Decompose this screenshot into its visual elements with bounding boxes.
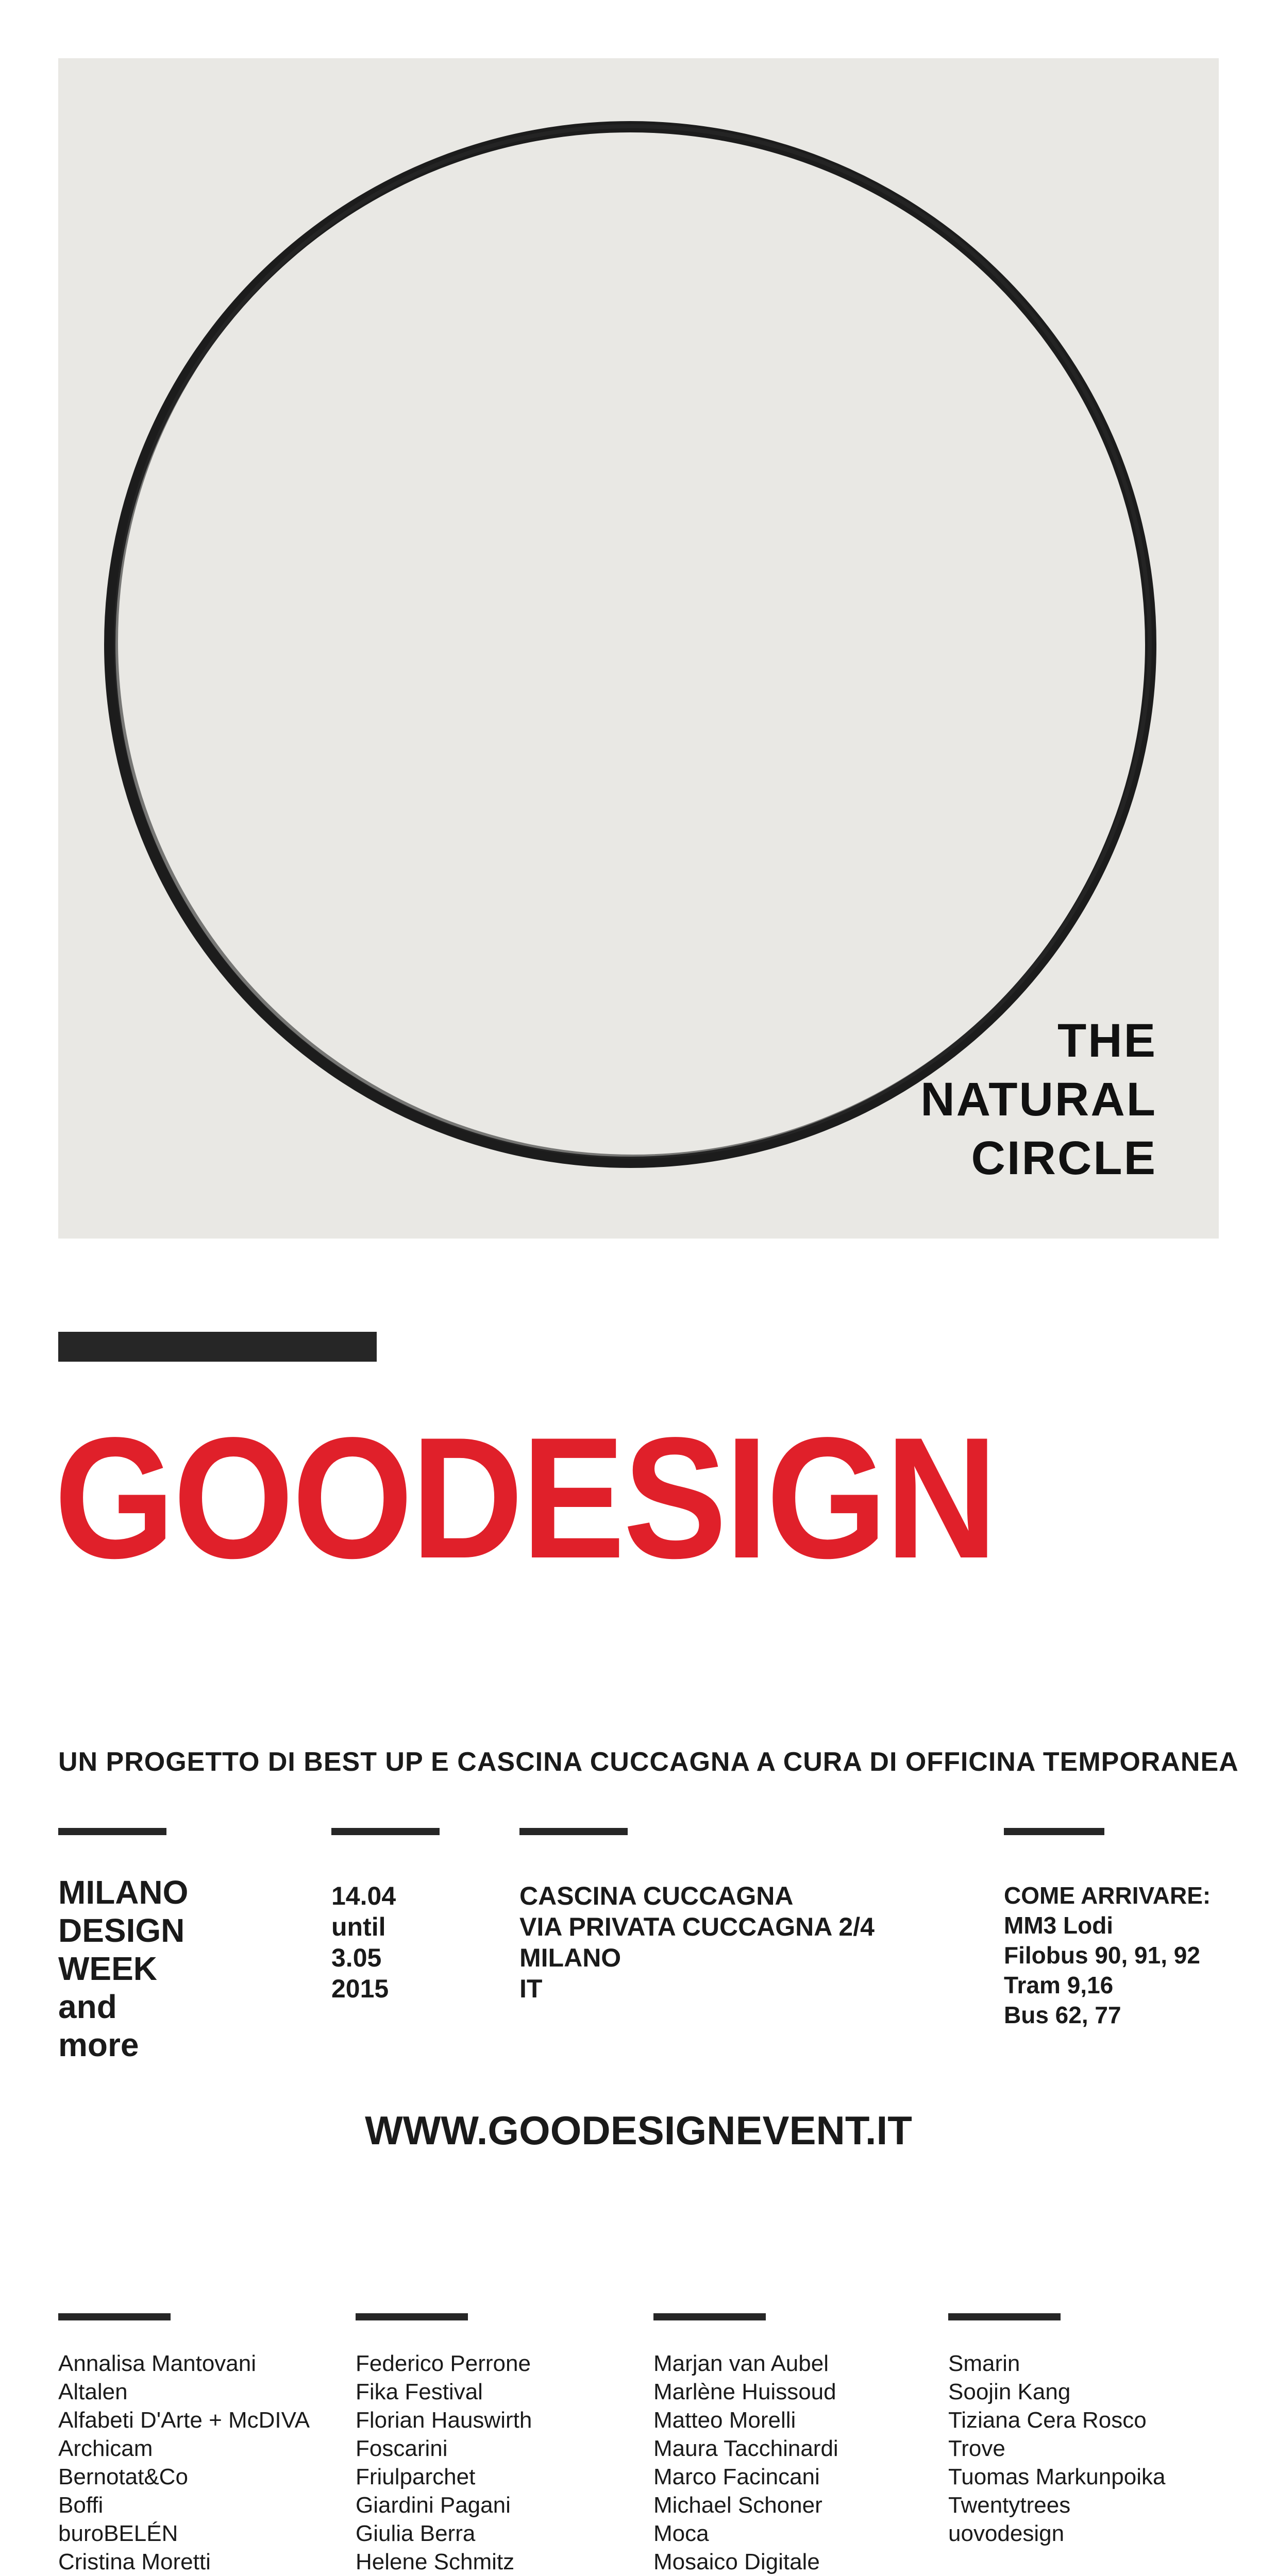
participants-column	[58, 2349, 310, 2576]
participant: Boffi	[58, 2493, 104, 2518]
participant: Matteo Morelli	[653, 2408, 796, 2433]
participant: Tiziana Cera Rosco	[948, 2408, 1147, 2433]
participant: Soojin Kang	[948, 2379, 1071, 2404]
divider-bar	[1004, 1828, 1104, 1835]
directions: COME ARRIVARE: MM3 Lodi Filobus 90, 91, 92 Tram 9,16 Bus 62, 77	[1004, 1882, 1211, 2028]
participant: Cristina Moretti	[58, 2549, 211, 2574]
participant: Moca	[653, 2521, 709, 2546]
participant: Alfabeti D'Arte + McDIVA	[58, 2408, 310, 2433]
participant: uovodesign	[948, 2521, 1065, 2546]
tagline: UN PROGETTO DI BEST UP E CASCINA CUCCAGNA A CURA DI OFFICINA TEMPORANEA	[58, 1747, 1239, 1777]
participant: Bernotat&Co	[58, 2464, 188, 2489]
participant: Altalen	[58, 2379, 128, 2404]
participant: Marco Facincani	[653, 2464, 820, 2489]
divider-bar	[58, 1332, 377, 1362]
hero-title: THE NATURAL CIRCLE	[920, 1014, 1157, 1184]
participants-column	[948, 2349, 1165, 2548]
divider-bar	[331, 1828, 440, 1835]
participant: Marjan van Aubel	[653, 2351, 829, 2376]
participant: Giardini Pagani	[356, 2493, 511, 2518]
participant: Michael Schoner	[653, 2493, 822, 2518]
event-venue: CASCINA CUCCAGNA VIA PRIVATA CUCCAGNA 2/4 MILANO IT	[519, 1882, 875, 2003]
participant: Twentytrees	[948, 2493, 1071, 2518]
participant: Mosaico Digitale	[653, 2549, 820, 2574]
participant: Giulia Berra	[356, 2521, 476, 2546]
hero-image	[58, 58, 1219, 1239]
divider-bar	[58, 2313, 171, 2320]
participant: Annalisa Mantovani	[58, 2351, 257, 2376]
divider-bar	[356, 2313, 468, 2320]
participant: Helene Schmitz	[356, 2549, 515, 2574]
participant: buroBELÉN	[58, 2521, 178, 2546]
divider-bar	[948, 2313, 1061, 2320]
participants-column	[653, 2349, 903, 2576]
participants-column	[356, 2349, 552, 2576]
participant: Marlène Huissoud	[653, 2379, 836, 2404]
participant: Federico Perrone	[356, 2351, 531, 2376]
participant: Smarin	[948, 2351, 1020, 2376]
divider-bar	[653, 2313, 766, 2320]
divider-bar	[519, 1828, 628, 1835]
participant: Trove	[948, 2436, 1005, 2461]
participant: Fika Festival	[356, 2379, 483, 2404]
participant: Tuomas Markunpoika	[948, 2464, 1166, 2489]
participant: Florian Hauswirth	[356, 2408, 532, 2433]
participant: Foscarini	[356, 2436, 448, 2461]
participant: Archicam	[58, 2436, 153, 2461]
brand-logo: GOODESIGN	[54, 1401, 996, 1594]
participant: Maura Tacchinardi	[653, 2436, 838, 2461]
website-link[interactable]: WWW.GOODESIGNEVENT.IT	[365, 2108, 912, 2153]
event-dates: 14.04 until 3.05 2015	[331, 1882, 396, 2003]
event-name: MILANO DESIGN WEEK and more	[58, 1874, 189, 2063]
divider-bar	[58, 1828, 166, 1835]
participant: Friulparchet	[356, 2464, 476, 2489]
